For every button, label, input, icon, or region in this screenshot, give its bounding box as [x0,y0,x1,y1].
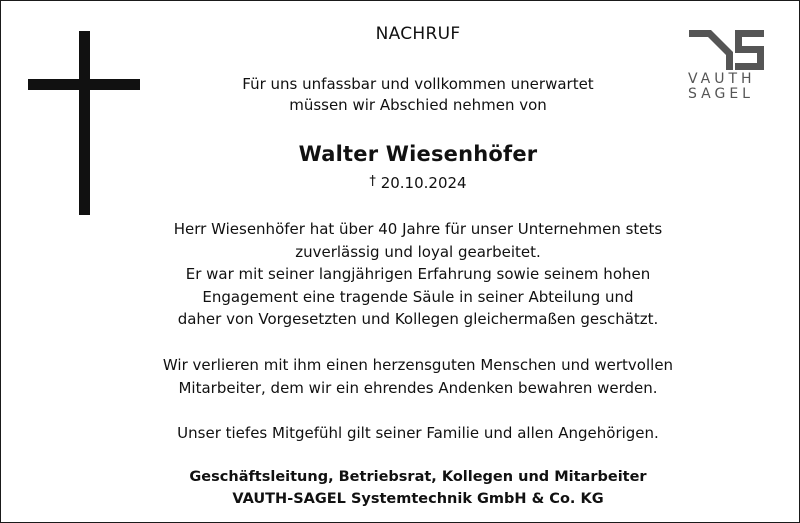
deceased-name: Walter Wiesenhöfer [298,142,538,166]
dagger-icon: † [369,174,376,189]
condolence-line: Unser tiefes Mitgefühl gilt seiner Familie und allen Angehörigen. [177,424,659,442]
notice-title: NACHRUF [375,24,461,44]
paragraph-line: Mitarbeiter, dem wir ein ehrendes Andenken bewahren werden. [178,378,658,397]
remembrance-paragraph [100,354,736,399]
paragraph-line: Herr Wiesenhöfer hat über 40 Jahre für unser Unternehmen stets [173,220,663,238]
tribute-paragraph [100,218,736,331]
death-date-value: 20.10.2024 [380,174,467,192]
logo-text-vauth: VAUTH [688,71,756,87]
signature-line: Geschäftsleitung, Betriebsrat, Kollegen und Mitarbeiter [189,469,647,485]
paragraph-line: Er war mit seiner langjährigen Erfahrung sowie seinem hohen [185,265,651,284]
paragraph-line: Wir verlieren mit ihm einen herzensguten Menschen und wertvollen [162,356,674,374]
paragraph-line: Engagement eine tragende Säule in seiner Abteilung und [202,287,634,306]
paragraph-line: zuverlässig und loyal gearbeitet. [295,242,541,261]
paragraph-line: daher von Vorgesetzten und Kollegen gleichermaßen geschätzt. [177,310,659,329]
death-date [100,174,736,192]
signature-block [100,466,736,510]
signature-company: VAUTH-SAGEL Systemtechnik GmbH & Co. KG [232,491,604,507]
intro-text [100,74,736,116]
logo-text-sagel: SAGEL [688,86,754,102]
intro-line: Für uns unfassbar und vollkommen unerwartet [242,75,594,93]
intro-line: müssen wir Abschied nehmen von [289,96,547,114]
